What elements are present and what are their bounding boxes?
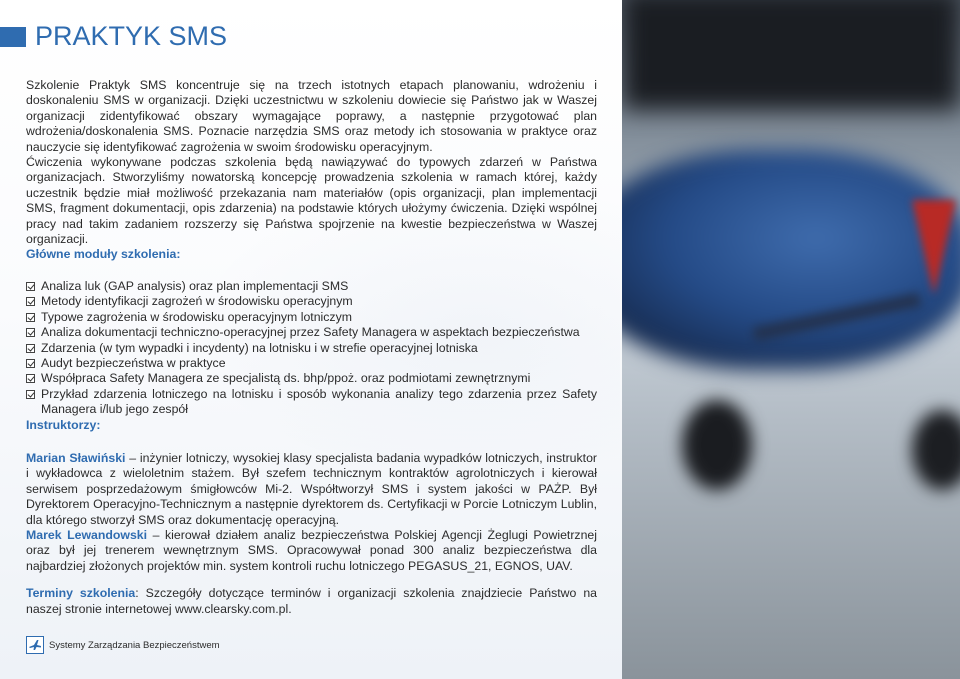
instructors-heading: Instruktorzy: — [26, 417, 101, 432]
module-item: Analiza dokumentacji techniczno-operacyjnej przez Safety Managera w aspektach bezpieczeństwa — [26, 325, 597, 340]
instructor-description: – kierował działem analiz bezpieczeństwa Polskiej Agencji Żeglugi Powietrznej oraz był jej trenerem wewnętrznym SMS. Opracowywał ponad 300 analiz bezpieczeństwa dla najbardziej złożonych projektów min. system kontroli ruchu lotniczego PEGASUS_21, EGNOS, UAV. — [26, 527, 597, 573]
checkbox-icon — [26, 374, 35, 383]
terms-paragraph — [26, 586, 597, 617]
checkbox-icon — [26, 328, 35, 337]
page-header — [0, 22, 610, 52]
terms-text: : Szczegóły dotyczące terminów i organizacji szkolenia znajdziecie Państwo na naszej stronie internetowej www.clearsky.com.pl. — [26, 586, 598, 616]
module-item: Metody identyfikacji zagrożeń w środowisku operacyjnym — [26, 294, 597, 309]
module-item: Współpraca Safety Managera ze specjalistą ds. bhp/ppoż. oraz podmiotami zewnętrznymi — [26, 371, 597, 386]
modules-list — [26, 279, 597, 418]
instructor-description: – inżynier lotniczy, wysokiej klasy specjalista badania wypadków lotniczych, instruktor i wykładowca z wieloletnim stażem. Był szefem technicznym kontraktów agrolotniczych i kierował serwisem posprzedażowym śmigłowców Mi-2. Współtworzył SMS i system jakości w PAŻP. Był Dyrektorem Operacyjno-Technicznym a następnie dyrektorem ds. Certyfikacji w Porcie Lotniczym Lublin, dla którego stworzył SMS oraz dokumentację operacyjną. — [26, 450, 597, 527]
checkbox-icon — [26, 282, 35, 291]
intro-paragraph: Szkolenie Praktyk SMS koncentruje się na trzech istotnych etapach planowaniu, wdrożeniu i doskonaleniu SMS w organizacji. Dzięki uczestnictwu w szkoleniu dowiecie się Państwo jak w Waszej organizacji zidentyfikować obszary wymagające poprawy, a następnie przygotować plan wdrożenia/doskonalenia SMS. Poznacie narzędzia SMS oraz metody ich stosowania w praktyce oraz nauczycie się identyfikować zagrożenia w swoim środowisku operacyjnym. — [26, 78, 597, 154]
page-title: PRAKTYK SMS — [35, 21, 228, 51]
checkbox-icon — [26, 344, 35, 353]
intro-paragraph-2: Ćwiczenia wykonywane podczas szkolenia będą nawiązywać do typowych zdarzeń w Państwa organizacjach. Stworzyliśmy nowatorską koncepcję prowadzenia szkolenia w ramach której, każdy uczestnik będzie miał możliwość przekazania nam materiałów (opis organizacji, plan implementacji SMS, fragment dokumentacji, opis zdarzenia) na podstawie których ułożymy ćwiczenia. Dzięki wspólnej pracy nad takim zadaniem rozszerzy się Państwa spojrzenie na kwestie bezpieczeństwa w Waszej organizacji. — [26, 155, 597, 247]
module-item: Typowe zagrożenia w środowisku operacyjnym lotniczym — [26, 310, 597, 325]
airplane-photo — [622, 0, 960, 679]
instructor-name: Marian Sławiński — [26, 450, 126, 465]
modules-heading: Główne moduły szkolenia: — [26, 247, 181, 262]
main-content — [26, 78, 597, 617]
footer-text: Systemy Zarządzania Bezpieczeństwem — [49, 639, 220, 651]
module-item: Przykład zdarzenia lotniczego na lotnisku i sposób wykonania analizy tego zdarzenia przez Safety Managera i/lub jego zespół — [26, 387, 597, 418]
footer — [26, 636, 220, 654]
module-item: Analiza luk (GAP analysis) oraz plan implementacji SMS — [26, 279, 597, 294]
instructor-bio — [26, 528, 597, 574]
instructor-bio — [26, 451, 597, 528]
airplane-logo-icon — [26, 636, 44, 654]
instructor-name: Marek Lewandowski — [26, 527, 148, 542]
checkbox-icon — [26, 297, 35, 306]
module-item: Zdarzenia (w tym wypadki i incydenty) na lotnisku i w strefie operacyjnej lotniska — [26, 341, 597, 356]
checkbox-icon — [26, 390, 35, 399]
checkbox-icon — [26, 313, 35, 322]
terms-label: Terminy szkolenia — [26, 586, 136, 601]
module-item: Audyt bezpieczeństwa w praktyce — [26, 356, 597, 371]
title-accent-bar — [0, 27, 26, 47]
checkbox-icon — [26, 359, 35, 368]
